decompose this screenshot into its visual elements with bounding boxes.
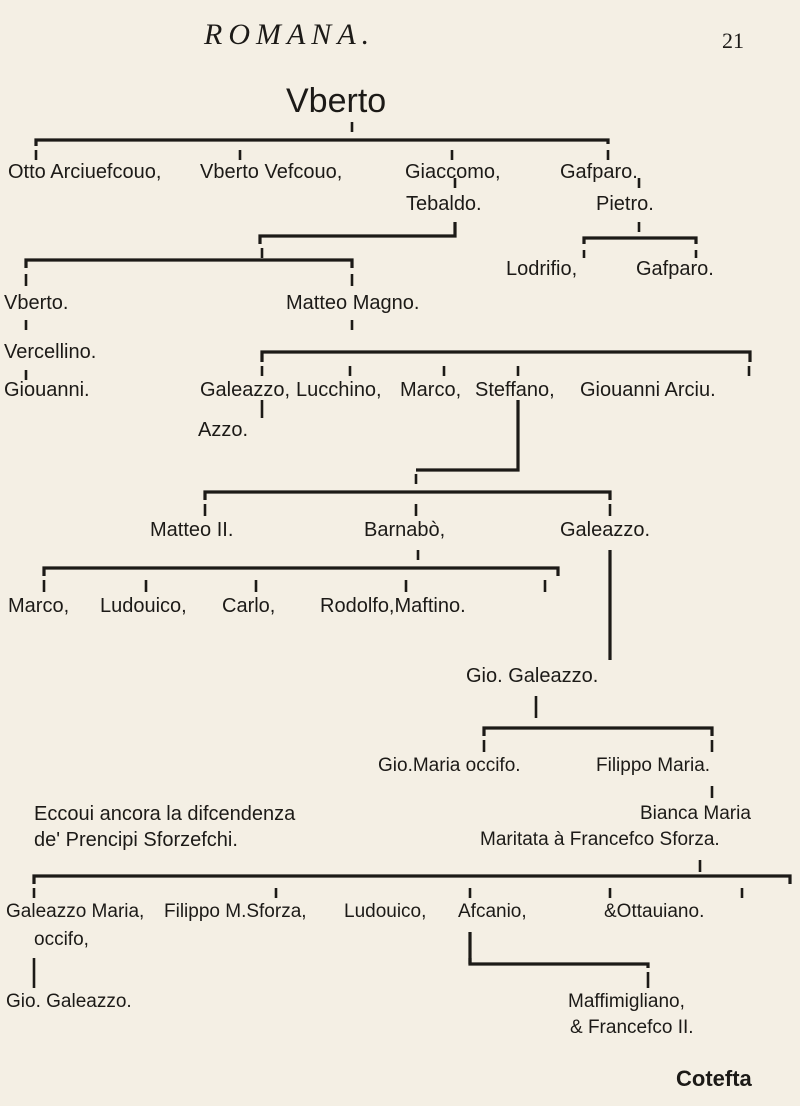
name-lodrisio: Lodrifio, — [506, 258, 578, 280]
name-lucchino: Lucchino, — [296, 379, 382, 401]
name-galeazzo-maria: Galeazzo Maria, — [6, 901, 145, 922]
name-pietro: Pietro. — [596, 193, 654, 215]
name-ottauiano: &Ottauiano. — [604, 901, 705, 922]
name-filippo-sforza: Filippo M.Sforza, — [164, 901, 307, 922]
name-matteo-magno: Matteo Magno. — [286, 292, 420, 314]
name-galeazzo-ii: Galeazzo. — [560, 519, 651, 541]
name-barnabo: Barnabò, — [364, 519, 446, 541]
name-occifo: occifo, — [34, 929, 89, 950]
name-ludouico: Ludouico, — [100, 595, 187, 617]
name-gio-maria: Gio.Maria occifo. — [378, 755, 521, 776]
name-galeazzo: Galeazzo, — [200, 379, 291, 401]
name-bianca-maria: Bianca Maria — [640, 803, 751, 824]
name-marco: Marco, — [400, 379, 462, 401]
name-vberto-vescouo: Vberto Vefcouo, — [200, 161, 343, 183]
note-line-1: Eccoui ancora la difcendenza — [34, 803, 296, 825]
root-vberto: Vberto — [286, 82, 387, 120]
page-number: 21 — [722, 28, 744, 53]
name-gasparo: Gafparo. — [560, 161, 638, 183]
name-bianca-maritata: Maritata à Francefco Sforza. — [480, 829, 720, 850]
name-otto: Otto Arciuefcouo, — [8, 161, 162, 183]
catchword: Cotefta — [676, 1066, 752, 1091]
name-vercellino: Vercellino. — [4, 341, 97, 363]
name-ludouico-2: Ludouico, — [344, 901, 427, 922]
name-gio-galeazzo-2: Gio. Galeazzo. — [6, 991, 132, 1012]
name-vberto-2: Vberto. — [4, 292, 69, 314]
running-title: ROMANA. — [204, 18, 376, 51]
name-ascanio: Afcanio, — [458, 901, 527, 922]
note-line-2: de' Prencipi Sforzefchi. — [34, 829, 238, 851]
name-francesco-ii: & Francefco II. — [570, 1017, 694, 1038]
name-rodolfo-mastino: Rodolfo,Maftino. — [320, 595, 466, 617]
name-carlo: Carlo, — [222, 595, 276, 617]
name-steffano: Steffano, — [475, 379, 555, 401]
name-marco-2: Marco, — [8, 595, 70, 617]
name-giouanni: Giouanni. — [4, 379, 90, 401]
name-tebaldo: Tebaldo. — [406, 193, 482, 215]
name-gio-galeazzo: Gio. Galeazzo. — [466, 665, 599, 687]
name-filippo-maria: Filippo Maria. — [596, 755, 711, 776]
name-azzo: Azzo. — [198, 419, 249, 441]
name-matteo-ii: Matteo II. — [150, 519, 234, 541]
name-gasparo-2: Gafparo. — [636, 258, 714, 280]
name-massimigliano: Maffimigliano, — [568, 991, 685, 1012]
name-giaccomo: Giaccomo, — [405, 161, 501, 183]
name-giouanni-arciu: Giouanni Arciu. — [580, 379, 716, 401]
